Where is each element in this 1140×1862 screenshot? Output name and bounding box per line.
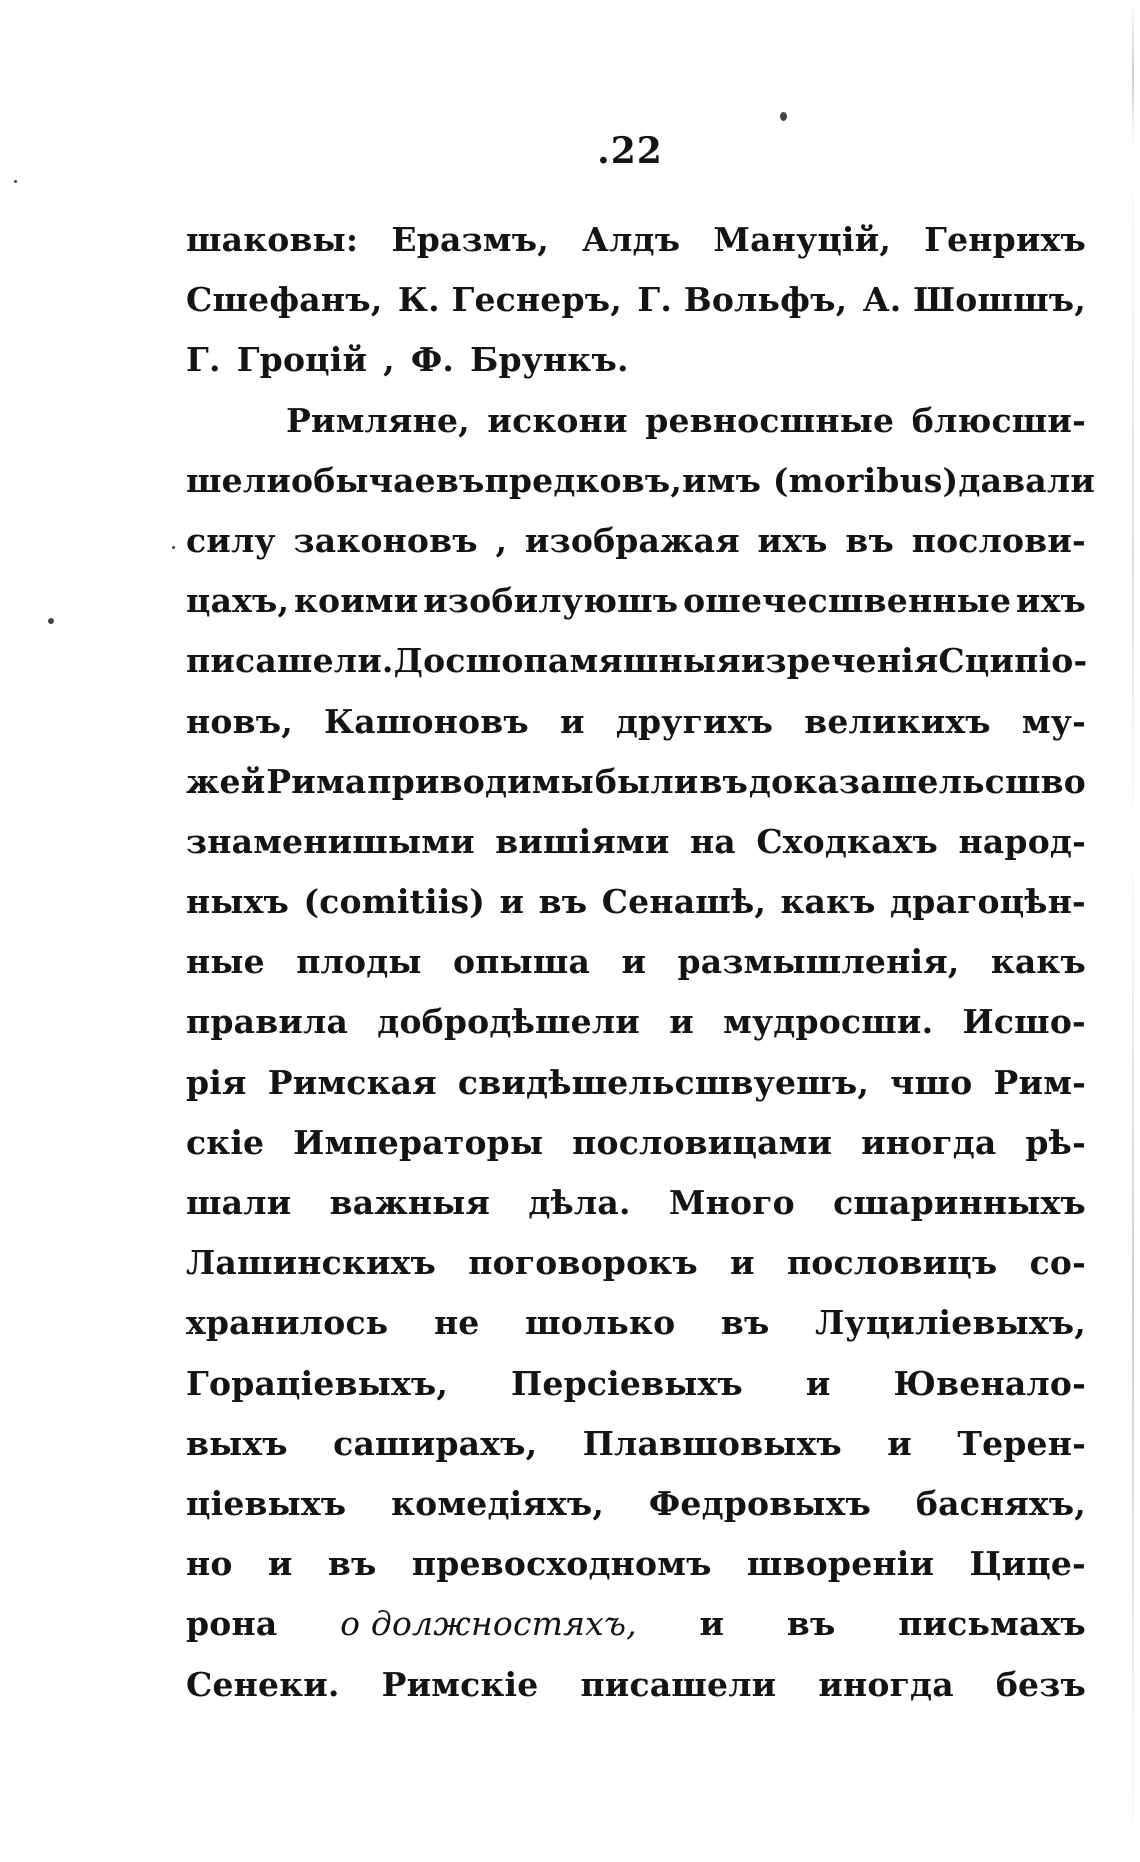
word: драгоцѣн- [890, 882, 1086, 922]
word: народ- [958, 821, 1086, 861]
word: рона [186, 1604, 278, 1644]
word: какъ [990, 942, 1086, 982]
word: искони [487, 400, 628, 440]
word: Мануцій, [713, 220, 892, 259]
word: знаменишыми [186, 821, 475, 861]
word: Лашинскихъ [186, 1243, 437, 1283]
word: были [594, 761, 699, 801]
text-line [186, 1293, 1086, 1353]
word: и [499, 882, 525, 922]
word: ныхъ [186, 882, 290, 922]
text-line [186, 391, 1086, 451]
word: шаковы: [186, 220, 359, 259]
word: саширахъ, [333, 1423, 538, 1463]
text-line [186, 270, 1086, 330]
word: и [887, 1423, 912, 1463]
word: но [186, 1544, 233, 1584]
word: Алдъ [582, 220, 681, 259]
word: ревносшные [645, 400, 895, 440]
word: имъ (moribus) [682, 460, 959, 500]
word: ные [186, 942, 265, 982]
word: не [433, 1303, 480, 1343]
text-line [186, 571, 1086, 631]
word: поговорокъ [468, 1243, 698, 1283]
word: письмахъ [898, 1604, 1086, 1644]
word: обычаевъ [291, 460, 485, 500]
word: и [669, 1002, 694, 1042]
word: пословицами [572, 1122, 833, 1162]
word: и [621, 942, 647, 982]
word: жей [186, 761, 266, 801]
word: Луциліевыхъ, [815, 1303, 1086, 1343]
text-line [186, 932, 1086, 992]
word: послови- [911, 520, 1086, 560]
text-line [186, 1354, 1086, 1414]
word: Цице- [969, 1544, 1086, 1584]
word: ихъ [757, 520, 828, 560]
text-line [186, 1414, 1086, 1474]
word: Генрихъ [924, 220, 1086, 259]
word: блюсши- [911, 400, 1086, 440]
text-line [186, 1113, 1086, 1173]
word: въ [786, 1604, 836, 1644]
text-line [186, 1474, 1086, 1534]
word: какъ [780, 882, 876, 922]
word: сшаринныхъ [833, 1183, 1086, 1222]
text-line [186, 511, 1086, 571]
word: басняхъ, [915, 1483, 1086, 1523]
word: Римскіе [381, 1664, 539, 1704]
scan-speck [172, 546, 175, 549]
word: доказашельсшво [748, 761, 1086, 801]
text-line [186, 992, 1086, 1052]
word: Г. [186, 340, 221, 380]
word: мудросши. [723, 1002, 934, 1042]
word: Сенашѣ, [601, 882, 767, 922]
word: и [267, 1544, 293, 1584]
word: Сенеки. [186, 1664, 340, 1704]
word: выхъ [186, 1423, 288, 1463]
word: размышленія, [677, 942, 960, 982]
word: шели [186, 460, 292, 500]
word: , [383, 340, 395, 380]
word: и [730, 1243, 755, 1283]
word: цахъ, [186, 581, 290, 621]
word: приводимы [367, 761, 594, 801]
word: давали [958, 460, 1096, 500]
text-line [186, 330, 1086, 390]
text-line [186, 1655, 1086, 1715]
word: Сшефанъ, [186, 280, 383, 320]
word: Рим- [993, 1062, 1086, 1102]
word: добродѣшели [377, 1002, 640, 1042]
word: Федровыхъ [648, 1483, 872, 1523]
word: въ [327, 1544, 377, 1584]
word: вишіями [495, 821, 670, 861]
word: и [560, 701, 585, 741]
word: иногда [861, 1122, 997, 1162]
word: хранилось [186, 1303, 389, 1343]
word: превосходномъ [411, 1544, 712, 1584]
word: Плавшовыхъ [582, 1423, 842, 1463]
word: и [805, 1363, 831, 1403]
word: Ювенало- [893, 1363, 1086, 1403]
word: рѣ- [1025, 1122, 1086, 1162]
word: Кашоновъ [324, 701, 529, 741]
word: К. Геснеръ, [397, 280, 622, 320]
text-line [186, 1173, 1086, 1233]
word: (comitiis) [303, 882, 486, 922]
word: безъ [995, 1664, 1086, 1704]
word: пословицъ [786, 1243, 998, 1283]
body-text [186, 210, 1096, 1715]
word: другихъ [615, 701, 774, 741]
word: въ [699, 761, 749, 801]
word: Г. Вольфъ, [637, 280, 848, 320]
word: Римская [267, 1062, 437, 1102]
word: Брункъ. [470, 340, 629, 380]
word: великихъ [804, 701, 991, 741]
word: изображая [524, 520, 740, 560]
scan-speck [780, 112, 787, 121]
text-line [186, 1534, 1086, 1594]
word: А. Шошшъ, [862, 280, 1086, 320]
word: со- [1029, 1243, 1086, 1283]
word: силу [186, 520, 276, 560]
word: Много [668, 1183, 795, 1222]
word: правила [186, 1002, 349, 1042]
word: свидѣшельсшвуешъ, [457, 1062, 870, 1102]
word: , [495, 520, 508, 560]
word: Рима [266, 761, 367, 801]
word: въ [538, 882, 588, 922]
word: иногда [818, 1664, 954, 1704]
word: Сходкахъ [756, 821, 939, 861]
word: шали [186, 1183, 292, 1222]
word: дѣла. [528, 1183, 631, 1222]
word: Ф. [410, 340, 455, 380]
word: чшо [890, 1062, 973, 1102]
word: новъ, [186, 701, 293, 741]
word: ошечесшвенные [683, 581, 1012, 621]
word: и [699, 1604, 725, 1644]
text-line [186, 210, 1086, 270]
word: Гораціевыхъ, [186, 1363, 449, 1403]
word: му- [1021, 701, 1086, 741]
word: ихъ [1015, 581, 1086, 621]
word: комедіяхъ, [391, 1483, 605, 1523]
word: плоды [296, 942, 422, 982]
text-line [186, 1594, 1086, 1654]
word: шолько [525, 1303, 676, 1343]
word: Досшопамяшныя [393, 641, 741, 681]
word: Римляне, [286, 400, 470, 440]
word: писашели. [186, 641, 394, 681]
word: швореніи [746, 1544, 935, 1584]
text-line [186, 631, 1086, 691]
text-line [186, 752, 1086, 812]
word: о должностяхъ, [340, 1604, 637, 1644]
text-line [186, 812, 1086, 872]
text-line [186, 1053, 1086, 1113]
word: Терен- [957, 1423, 1086, 1463]
word: въ [845, 520, 894, 560]
word: на [689, 821, 736, 861]
word: писашели [580, 1664, 777, 1704]
word: опыша [453, 942, 591, 982]
scan-speck [14, 180, 17, 183]
word: рія [186, 1062, 247, 1102]
word: изобилуюшъ [423, 581, 679, 621]
word: скіе [186, 1122, 265, 1162]
page-edge-shadow [1132, 0, 1134, 1862]
text-line [186, 451, 1096, 511]
scan-speck [48, 618, 54, 624]
word: Еразмъ, [391, 220, 549, 259]
word: Исшо- [962, 1002, 1086, 1042]
word: Сципіо- [938, 641, 1088, 681]
word: коими [294, 581, 419, 621]
page-number: .22 [597, 130, 663, 172]
word: предковъ, [484, 460, 683, 500]
word: важныя [329, 1183, 491, 1222]
word: ціевыхъ [186, 1483, 347, 1523]
text-line [186, 1233, 1086, 1293]
word: въ [720, 1303, 770, 1343]
word: законовъ [293, 520, 478, 560]
text-line [186, 872, 1086, 932]
word: Императоры [293, 1122, 544, 1162]
text-line [186, 692, 1086, 752]
word: Персіевыхъ [511, 1363, 743, 1403]
word: Гроцій [236, 340, 368, 380]
word: изреченія [740, 641, 939, 681]
